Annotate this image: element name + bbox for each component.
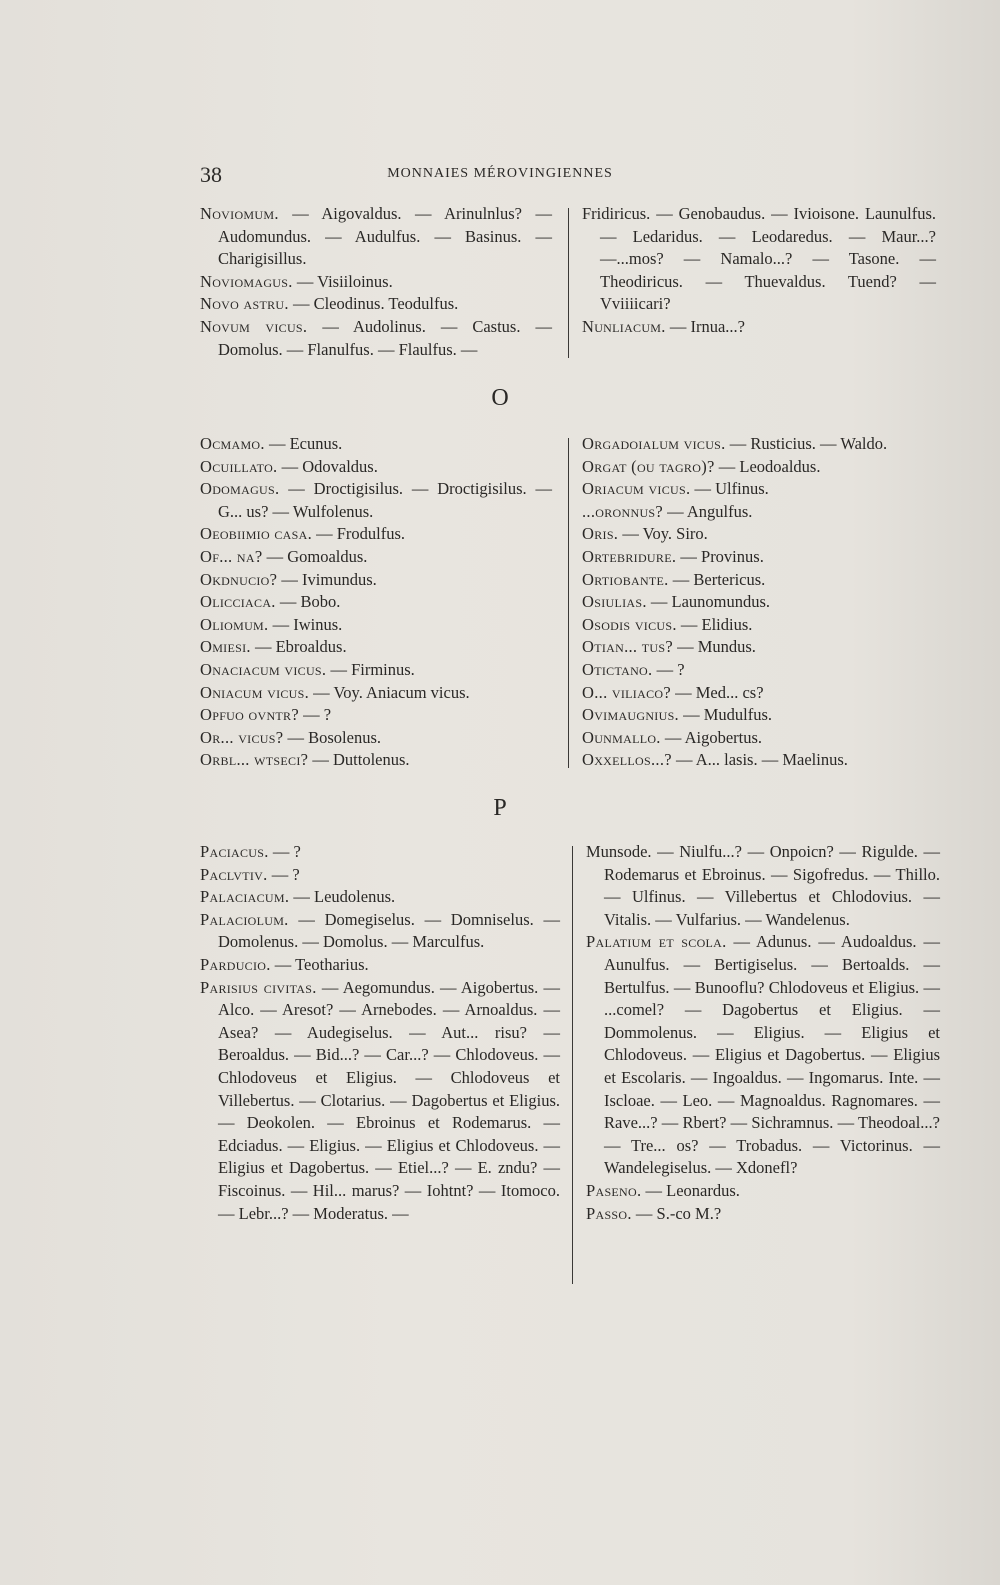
entry-moneyers: — Med... cs? <box>670 682 764 702</box>
entry-moneyers: — Mundus. <box>672 637 756 657</box>
entry-place-name: Palaciolum. <box>200 909 289 929</box>
index-entry <box>200 591 552 614</box>
entry-place-name: Oniacum vicus. <box>200 682 310 702</box>
section-o-right-column <box>582 433 936 772</box>
index-entry <box>582 636 936 659</box>
index-entry <box>200 569 552 592</box>
section-p-right-column <box>586 841 940 1225</box>
entry-moneyers: — Gomoaldus. <box>262 546 368 566</box>
entry-moneyers: — Aigovaldus. — Arinulnlus? — Audomundus. — Audulfus. — Basinus. — Charigisillus. <box>218 204 552 269</box>
entry-place-name: Omiesi. <box>200 637 251 657</box>
section-p-left-column <box>200 841 560 1225</box>
entry-moneyers: — Angulfus. <box>663 501 753 521</box>
entry-place-name: Noviomagus. <box>200 271 293 291</box>
index-entry <box>582 727 936 750</box>
index-entry <box>582 433 936 456</box>
entry-moneyers: — Cleodinus. Teodulfus. <box>288 294 459 314</box>
entry-place-name: Otictano. <box>582 659 653 679</box>
index-entry <box>200 749 552 772</box>
entry-moneyers: — Voy. Siro. <box>618 524 708 544</box>
entry-place-name: Noviomum. <box>200 204 279 223</box>
entry-moneyers: — Ecunus. <box>264 434 343 453</box>
column-divider <box>568 208 569 358</box>
section-letter-o: O <box>491 385 509 411</box>
column-divider <box>572 846 573 1284</box>
index-entry <box>200 659 552 682</box>
entry-moneyers: — Mudulfus. <box>678 705 773 725</box>
entry-place-name: Oeobiimio casa. <box>200 524 312 544</box>
index-entry <box>582 591 936 614</box>
entry-moneyers: — Audolinus. — Castus. — Domolus. — Flanulfus. — Flaulfus. — <box>218 316 552 359</box>
entry-place-name: Palatium et scola. <box>586 932 727 952</box>
index-entry <box>582 704 936 727</box>
entry-place-name: Paclvtiv. <box>200 864 268 884</box>
entry-moneyers: — Odovaldus. <box>277 456 378 476</box>
entry-moneyers: — Leonardus. <box>641 1180 740 1200</box>
entry-moneyers: — ? <box>268 842 301 861</box>
entry-moneyers: — Bosolenus. <box>283 727 381 747</box>
entry-moneyers: — Bertericus. <box>668 569 766 589</box>
entry-place-name: Novum vicus. <box>200 316 308 336</box>
entry-moneyers: — Ebroaldus. <box>250 637 347 657</box>
entry-place-name: ...oronnus? <box>582 501 664 521</box>
entry-place-name: Ortebridure. <box>582 546 677 566</box>
index-entry <box>200 478 552 523</box>
entry-moneyers: — Ivimundus. <box>277 569 377 589</box>
entry-moneyers: Munsode. — Niulfu...? — Onpoicn? — Rigulde. — Rodemarus et Ebroinus. — Sigofredus. — Thillo. — Ulfinus. — Villebertus et Chlodovius. — Vitalis. — Vulfarius. — Wandelenus. <box>586 842 940 929</box>
entry-moneyers: — Duttolenus. <box>308 750 410 770</box>
index-entry <box>200 704 552 727</box>
entry-place-name: Otian... tus? <box>582 637 673 657</box>
entry-moneyers: — Frodulfus. <box>312 524 406 544</box>
entry-moneyers: — Launomundus. <box>646 592 771 612</box>
entry-place-name: Novo astru. <box>200 294 289 314</box>
index-entry <box>200 293 552 316</box>
index-entry <box>200 433 552 456</box>
index-entry <box>582 523 936 546</box>
entry-place-name: Or... vicus? <box>200 727 284 747</box>
page-number: 38 <box>200 162 222 187</box>
entry-place-name: Oriacum vicus. <box>582 479 691 499</box>
entry-place-name: Onaciacum vicus. <box>200 659 327 679</box>
index-entry <box>582 614 936 637</box>
entry-place-name: Oxxellos...? <box>582 750 672 770</box>
entry-place-name: Palaciacum. <box>200 887 290 907</box>
entry-moneyers: — Leudolenus. <box>289 887 396 907</box>
index-entry <box>582 501 936 524</box>
entry-place-name: Paseno. <box>586 1180 642 1200</box>
index-entry <box>582 569 936 592</box>
index-entry <box>200 316 552 361</box>
section-letter-p: P <box>493 795 507 821</box>
entry-place-name: Olicciaca. <box>200 592 276 612</box>
section-n-left-column <box>200 203 552 361</box>
entry-moneyers: — Bobo. <box>275 592 341 612</box>
entry-place-name: Orbl... wtseci? <box>200 750 309 770</box>
index-entry <box>582 749 936 772</box>
entry-place-name: Ounmallo. <box>582 727 661 747</box>
index-entry <box>200 203 552 271</box>
index-entry <box>200 954 560 977</box>
entry-place-name: Oliomum. <box>200 614 269 634</box>
entry-place-name: Orgadoialum vicus. <box>582 434 726 453</box>
index-entry <box>582 203 936 316</box>
entry-place-name: Orgat (ou tagro)? <box>582 456 715 476</box>
index-entry <box>200 546 552 569</box>
entry-place-name: Oris. <box>582 524 619 544</box>
entry-moneyers: — S.-co M.? <box>631 1203 722 1223</box>
entry-place-name: Ovimaugnius. <box>582 705 679 725</box>
index-entry <box>586 931 940 1180</box>
entry-moneyers: — Aigobertus. <box>660 727 763 747</box>
index-entry <box>200 271 552 294</box>
entry-place-name: Ocmamo. <box>200 434 265 453</box>
index-entry <box>586 1203 940 1226</box>
index-entry <box>200 977 560 1226</box>
section-o-left-column <box>200 433 552 772</box>
entry-moneyers: — Rusticius. — Waldo. <box>725 434 888 453</box>
index-entry <box>582 659 936 682</box>
index-entry <box>200 523 552 546</box>
entry-place-name: Of... na? <box>200 546 263 566</box>
entry-moneyers: — Teotharius. <box>270 954 369 974</box>
entry-place-name: Opfuo ovntr? <box>200 705 299 725</box>
entry-place-name: Odomagus. <box>200 479 280 499</box>
entry-moneyers: — Elidius. <box>676 614 753 634</box>
entry-place-name: Passo. <box>586 1203 632 1223</box>
entry-place-name: Okdnucio? <box>200 569 278 589</box>
index-entry <box>200 841 560 864</box>
entry-place-name: Ortiobante. <box>582 569 669 589</box>
entry-moneyers: — Provinus. <box>676 546 764 566</box>
index-entry <box>200 886 560 909</box>
entry-moneyers: — ? <box>267 864 300 884</box>
entry-moneyers: — A... lasis. — Maelinus. <box>671 750 848 770</box>
index-entry <box>200 909 560 954</box>
index-entry <box>200 864 560 887</box>
entry-moneyers: — Ulfinus. <box>690 479 769 499</box>
entry-place-name: Paciacus. <box>200 842 269 861</box>
entry-place-name: Osiulias. <box>582 592 647 612</box>
index-entry <box>582 546 936 569</box>
entry-moneyers: — Leodoaldus. <box>714 456 821 476</box>
index-entry <box>586 841 940 931</box>
running-head: MONNAIES MÉROVINGIENNES <box>387 166 613 181</box>
index-entry <box>200 682 552 705</box>
index-entry <box>200 636 552 659</box>
index-entry <box>582 682 936 705</box>
entry-moneyers: — Adunus. — Audoaldus. — Aunulfus. — Bertigiselus. — Bertoalds. — Bertulfus. — Bunooflu? Chlodoveus et Eligius. — ...comel? — Dagobertus et Eligius. — Dommolenus. — Eligius. — Eligius et Chlodoveus. — Eligius et Dagobertus. — Eligius et Escolaris. — Ingoaldus. — Ingomarus. Inte. — Iscloae. — Leo. — Magnoaldus. Ragnomares. — Rave...? — Rbert? — Sichramnus. — Theodoal...? — Tre... os? — Trobadus. — Victorinus. — Wandelegiselus. — Xdonefl? <box>604 932 940 1178</box>
entry-moneyers: — Iwinus. <box>268 614 343 634</box>
entry-moneyers: — Irnua...? <box>665 316 745 336</box>
section-n-right-column <box>582 203 936 339</box>
index-entry <box>200 614 552 637</box>
column-divider <box>568 438 569 768</box>
entry-place-name: Ocuillato. <box>200 456 278 476</box>
entry-place-name: Nunliacum. <box>582 316 666 336</box>
entry-place-name: Parisius civitas. <box>200 977 317 997</box>
index-entry <box>582 456 936 479</box>
entry-moneyers: — Aegomundus. — Aigobertus. — Alco. — Aresot? — Arnebodes. — Arnoaldus. — Asea? — Audegiselus. — Aut... risu? — Beroaldus. — Bid...? — Car...? — Chlodoveus. — Chlodoveus et Eligius. — Chlodoveus et Villebertus. — Clotarius. — Dagobertus et Eligius. — Deokolen. — Ebroinus et Rodemarus. — Edciadus. — Eligius. — Eligius et Chlodoveus. — Eligius et Dagobertus. — Etiel...? — E. zndu? — Fiscoinus. — Hil... marus? — Iohtnt? — Itomoco. — Lebr...? — Moderatus. — <box>218 977 560 1223</box>
entry-moneyers: — ? <box>652 659 685 679</box>
index-entry <box>582 478 936 501</box>
entry-place-name: Parducio. <box>200 954 271 974</box>
entry-moneyers: — Domegiselus. — Domniselus. — Domolenus. — Domolus. — Marculfus. <box>218 909 560 952</box>
index-entry <box>586 1180 940 1203</box>
entry-moneyers: — Visiiloinus. <box>292 271 393 291</box>
entry-moneyers: — Firminus. <box>326 659 415 679</box>
index-entry <box>200 727 552 750</box>
entry-moneyers: — Droctigisilus. — Droctigisilus. — G... us? — Wulfolenus. <box>218 479 552 521</box>
entry-moneyers: — Voy. Aniacum vicus. <box>309 682 470 702</box>
entry-place-name: O... viliaco? <box>582 682 671 702</box>
index-entry <box>582 316 936 339</box>
entry-place-name: Osodis vicus. <box>582 614 677 634</box>
entry-moneyers: — ? <box>298 705 332 725</box>
entry-moneyers: Fridiricus. — Genobaudus. — Ivioisone. Launulfus. — Ledaridus. — Leodaredus. — Maur...? —...mos? — Namalo...? — Tasone. — Theodiricus. — Thuevaldus. Tuend? — Vviiiicari? <box>582 204 936 314</box>
index-entry <box>200 456 552 479</box>
